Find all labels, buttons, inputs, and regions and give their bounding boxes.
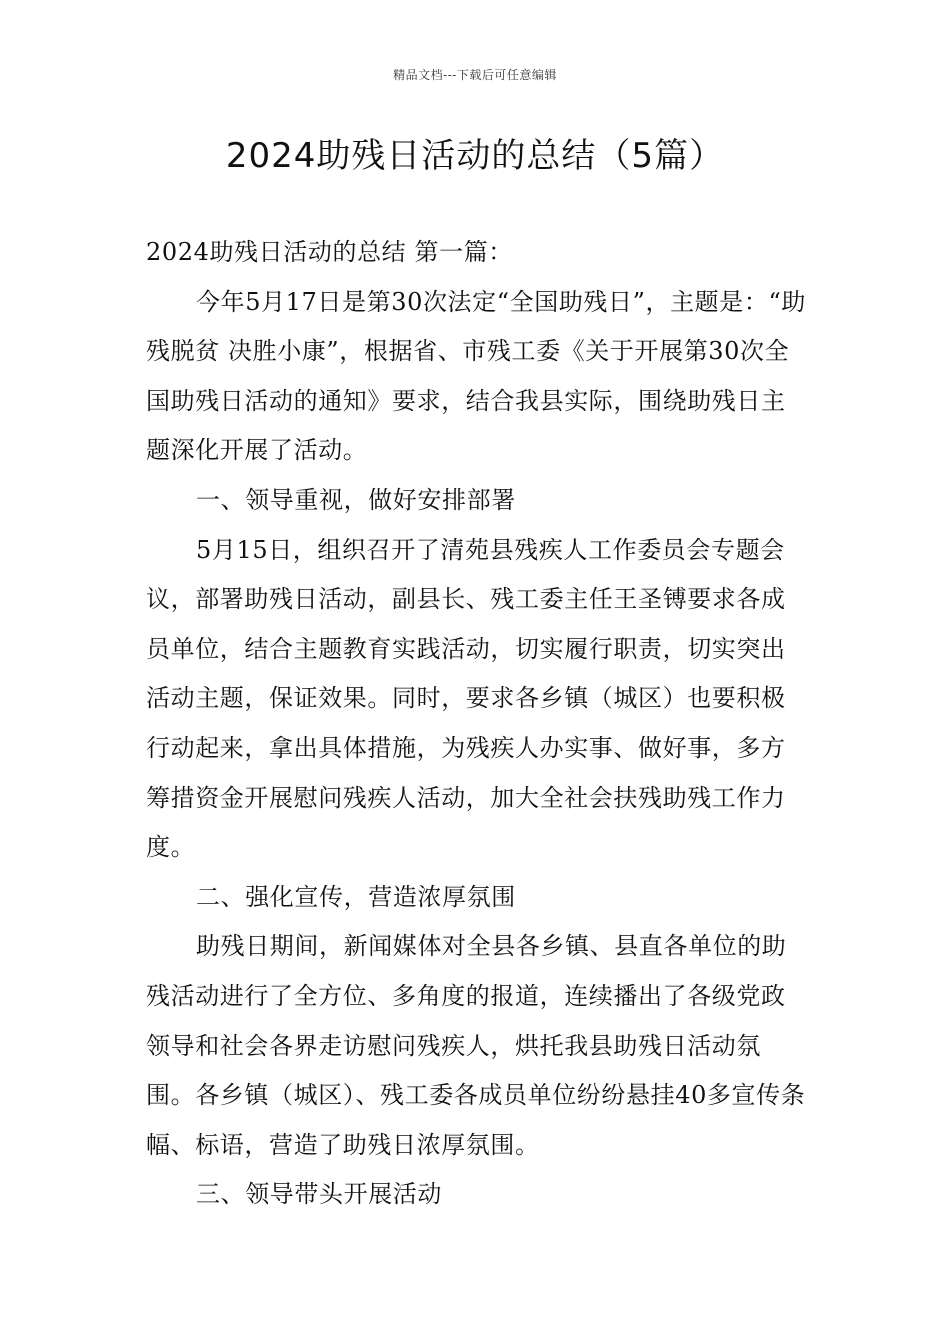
document-body [146, 228, 810, 1220]
document-title: 2024助残日活动的总结（5篇） [225, 136, 725, 176]
section-heading-2: 二、强化宣传，营造浓厚氛围 [196, 882, 516, 911]
intro-paragraph: 今年5月17日是第30次法定“全国助残日”，主题是：“助残脱贫 决胜小康”，根据省、市残工委《关于开展第30次全国助残日活动的通知》要求，结合我县实际，围绕助残日主题深化开展了活动。 [146, 287, 806, 465]
paragraph-2: 助残日期间，新闻媒体对全县各乡镇、县直各单位的助残活动进行了全方位、多角度的报道，连续播出了各级党政领导和社会各界走访慰问残疾人，烘托我县助残日活动氛围。各乡镇（城区）、残工委各成员单位纷纷悬挂40多宣传条幅、标语，营造了助残日浓厚氛围。 [146, 932, 806, 1159]
part-heading: 2024助残日活动的总结 第一篇： [146, 238, 513, 266]
paragraph-1: 5月15日，组织召开了清苑县残疾人工作委员会专题会议，部署助残日活动，副县长、残工委主任王圣镈要求各成员单位，结合主题教育实践活动，切实履行职责，切实突出活动主题，保证效果。同时，要求各乡镇（城区）也要积极行动起来，拿出具体措施，为残疾人办实事、做好事，多方筹措资金开展慰问残疾人活动，加大全社会扶残助残工作力度。 [146, 535, 786, 862]
section-heading-1: 一、领导重视，做好安排部署 [196, 485, 516, 514]
header-note: 精品文档---下载后可任意编辑 [393, 68, 557, 82]
section-heading-3: 三、领导带头开展活动 [196, 1180, 442, 1209]
